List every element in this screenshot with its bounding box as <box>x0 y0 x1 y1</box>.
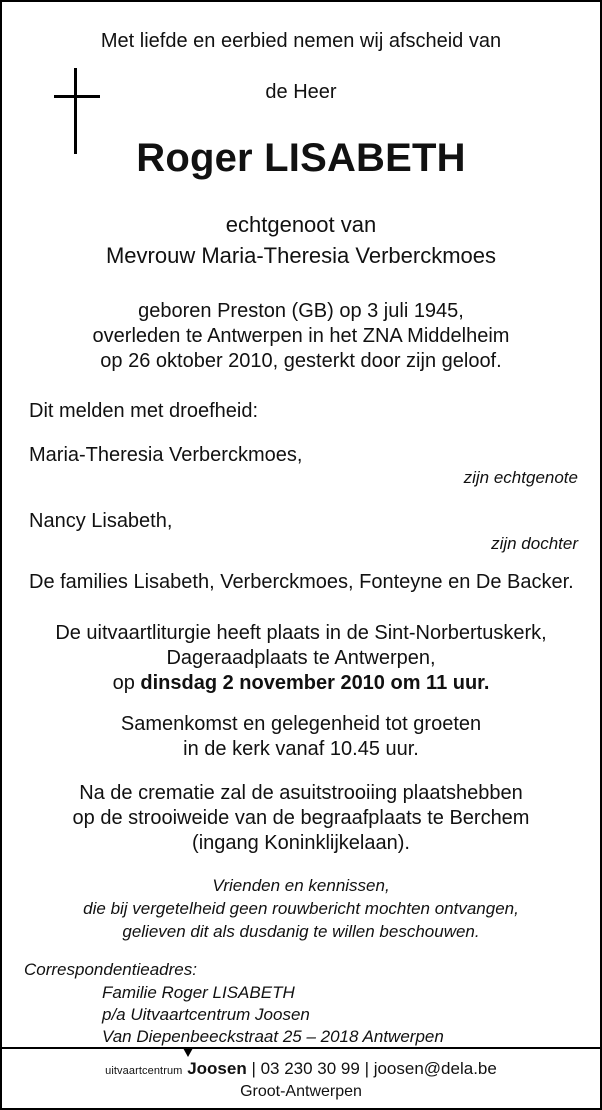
cremation-line: (ingang Koninklijkelaan). <box>192 832 410 854</box>
spouse-name: Mevrouw Maria-Theresia Verberckmoes <box>105 243 497 268</box>
mourner-role: zijn echtgenote <box>463 468 578 487</box>
bio-birth: geboren Preston (GB) op 3 juli 1945, <box>138 300 464 322</box>
correspondence-line: Familie Roger LISABETH <box>102 983 295 1002</box>
footer-divider <box>2 1047 600 1049</box>
liturgy-date-bold: dinsdag 2 november 2010 om 11 uur. <box>140 672 490 694</box>
contact-info: | 03 230 30 99 | joosen@dela.be <box>246 1059 497 1078</box>
friends-note-line: die bij vergetelheid geen rouwbericht mochten ontvangen, <box>83 899 519 918</box>
announce-heading: Dit melden met droefheid: <box>29 400 259 422</box>
correspondence-line: p/a Uitvaartcentrum Joosen <box>102 1005 310 1024</box>
brand-triangle-icon <box>183 1048 193 1057</box>
liturgy-date-prefix: op <box>112 672 141 694</box>
correspondence-label: Correspondentieadres: <box>24 960 197 979</box>
friends-note-line: Vrienden en kennissen, <box>212 876 390 895</box>
gathering-line: in de kerk vanaf 10.45 uur. <box>183 738 419 760</box>
correspondence-line: Van Diepenbeeckstraat 25 – 2018 Antwerpen <box>102 1027 444 1046</box>
relation-label: echtgenoot van <box>225 212 377 237</box>
mourner-role: zijn dochter <box>491 534 578 553</box>
families-text: De families Lisabeth, Verberckmoes, Fonteyne en De Backer. <box>29 571 574 593</box>
bio-date: op 26 oktober 2010, gesterkt door zijn geloof. <box>100 350 502 372</box>
footer-region: Groot-Antwerpen <box>240 1083 362 1100</box>
gathering-line: Samenkomst en gelegenheid tot groeten <box>120 713 482 735</box>
cremation-line: op de strooiweide van de begraafplaats te Berchem <box>72 807 530 829</box>
mourner-name: Nancy Lisabeth, <box>29 510 173 532</box>
footer-contact <box>2 1058 600 1082</box>
intro-text: Met liefde en eerbied nemen wij afscheid van <box>100 30 502 52</box>
brand-label: uitvaartcentrum <box>105 1065 183 1077</box>
brand-name: Joosen <box>187 1059 247 1078</box>
liturgy-line: Dageraadplaats te Antwerpen, <box>166 647 436 669</box>
cremation-line: Na de crematie zal de asuitstrooiing plaatshebben <box>79 782 523 804</box>
liturgy-date <box>2 671 600 695</box>
deceased-name: Roger LISABETH <box>136 136 466 180</box>
friends-note-line: gelieven dit als dusdanig te willen beschouwen. <box>122 922 480 941</box>
liturgy-line: De uitvaartliturgie heeft plaats in de Sint-Norbertuskerk, <box>55 622 547 644</box>
bio-death: overleden te Antwerpen in het ZNA Middelheim <box>92 325 510 347</box>
honorific: de Heer <box>265 81 337 103</box>
mourner-name: Maria-Theresia Verberckmoes, <box>29 444 303 466</box>
